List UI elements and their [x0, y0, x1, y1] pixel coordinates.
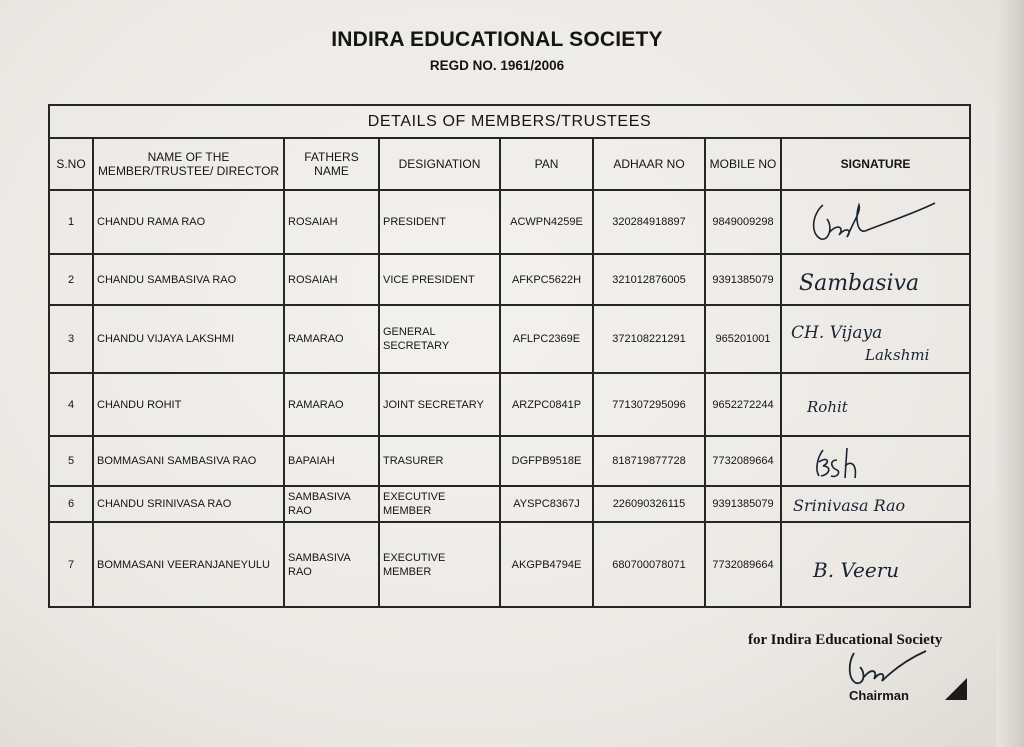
cell-aadhaar: 226090326115 [593, 486, 705, 522]
cell-pan: AFLPC2369E [500, 305, 593, 373]
col-mobile: MOBILE NO [705, 138, 781, 190]
cell-pan: ARZPC0841P [500, 373, 593, 436]
cell-sno: 7 [49, 522, 93, 607]
cell-sno: 6 [49, 486, 93, 522]
svg-text:Sambasiva: Sambasiva [799, 270, 920, 296]
cell-mobile: 7732089664 [705, 522, 781, 607]
signature-4 [785, 380, 965, 430]
corner-mark-icon [943, 676, 969, 702]
cell-pan: AKGPB4794E [500, 522, 593, 607]
cell-mobile: 9391385079 [705, 486, 781, 522]
signature-6 [785, 489, 965, 519]
cell-father: SAMBASIVA RAO [284, 522, 379, 607]
page-fold-shadow [996, 0, 1024, 747]
table-header-row [49, 138, 970, 190]
cell-signature [781, 254, 970, 305]
cell-pan: AFKPC5622H [500, 254, 593, 305]
footer-for-society: for Indira Educational Society [748, 632, 943, 648]
cell-father: ROSAIAH [284, 190, 379, 254]
cell-father: RAMARAO [284, 373, 379, 436]
svg-text:Rohit: Rohit [807, 397, 848, 416]
cell-name: CHANDU RAMA RAO [93, 190, 284, 254]
col-designation: DESIGNATION [379, 138, 500, 190]
cell-father: RAMARAO [284, 305, 379, 373]
cell-mobile: 7732089664 [705, 436, 781, 486]
cell-sno: 3 [49, 305, 93, 373]
cell-designation: JOINT SECRETARY [379, 373, 500, 436]
svg-text:CH. Vijaya: CH. Vijaya [791, 323, 883, 343]
table-row [49, 522, 970, 607]
table-row [49, 254, 970, 305]
svg-text:Srinivasa Rao: Srinivasa Rao [793, 496, 906, 515]
chairman-label: Chairman [849, 688, 909, 703]
cell-aadhaar: 680700078071 [593, 522, 705, 607]
svg-text:Lakshmi: Lakshmi [865, 346, 930, 364]
cell-name: BOMMASANI VEERANJANEYULU [93, 522, 284, 607]
col-aadhaar: ADHAAR NO [593, 138, 705, 190]
cell-sno: 1 [49, 190, 93, 254]
cell-mobile: 965201001 [705, 305, 781, 373]
col-pan: PAN [500, 138, 593, 190]
cell-sno: 5 [49, 436, 93, 486]
cell-father: SAMBASIVA RAO [284, 486, 379, 522]
cell-signature [781, 373, 970, 436]
table-row [49, 373, 970, 436]
signature-7 [785, 535, 965, 595]
cell-aadhaar: 372108221291 [593, 305, 705, 373]
table-row [49, 486, 970, 522]
cell-name: CHANDU SRINIVASA RAO [93, 486, 284, 522]
cell-aadhaar: 321012876005 [593, 254, 705, 305]
cell-mobile: 9849009298 [705, 190, 781, 254]
cell-name: BOMMASANI SAMBASIVA RAO [93, 436, 284, 486]
cell-designation: EXECUTIVE MEMBER [379, 522, 500, 607]
cell-designation: VICE PRESIDENT [379, 254, 500, 305]
cell-name: CHANDU SAMBASIVA RAO [93, 254, 284, 305]
cell-mobile: 9652272244 [705, 373, 781, 436]
chairman-signature [842, 645, 932, 691]
cell-signature [781, 486, 970, 522]
table-row [49, 436, 970, 486]
members-table [48, 104, 971, 608]
col-signature: SIGNATURE [781, 138, 970, 190]
cell-aadhaar: 818719877728 [593, 436, 705, 486]
cell-aadhaar: 320284918897 [593, 190, 705, 254]
col-name: NAME OF THE MEMBER/TRUSTEE/ DIRECTOR [93, 138, 284, 190]
signature-1 [785, 193, 965, 251]
cell-name: CHANDU ROHIT [93, 373, 284, 436]
col-sno: S.NO [49, 138, 93, 190]
cell-sno: 2 [49, 254, 93, 305]
cell-designation: TRASURER [379, 436, 500, 486]
table-caption: DETAILS OF MEMBERS/TRUSTEES [49, 105, 970, 138]
cell-signature [781, 436, 970, 486]
cell-father: BAPAIAH [284, 436, 379, 486]
cell-father: ROSAIAH [284, 254, 379, 305]
cell-pan: DGFPB9518E [500, 436, 593, 486]
signature-5 [785, 440, 965, 482]
cell-sno: 4 [49, 373, 93, 436]
signature-3 [785, 308, 965, 370]
registration-number: REGD NO. 1961/2006 [429, 58, 565, 73]
cell-designation: GENERAL SECRETARY [379, 305, 500, 373]
table-row [49, 190, 970, 254]
society-title: INDIRA EDUCATIONAL SOCIETY [331, 28, 663, 51]
col-father: FATHERS NAME [284, 138, 379, 190]
cell-name: CHANDU VIJAYA LAKSHMI [93, 305, 284, 373]
cell-designation: PRESIDENT [379, 190, 500, 254]
document-header [0, 28, 994, 73]
cell-pan: ACWPN4259E [500, 190, 593, 254]
cell-signature [781, 190, 970, 254]
cell-mobile: 9391385079 [705, 254, 781, 305]
cell-signature [781, 305, 970, 373]
cell-pan: AYSPC8367J [500, 486, 593, 522]
signature-2 [785, 258, 965, 302]
cell-designation: EXECUTIVE MEMBER [379, 486, 500, 522]
cell-signature [781, 522, 970, 607]
table-row [49, 305, 970, 373]
cell-aadhaar: 771307295096 [593, 373, 705, 436]
svg-text:B. Veeru: B. Veeru [813, 557, 900, 582]
